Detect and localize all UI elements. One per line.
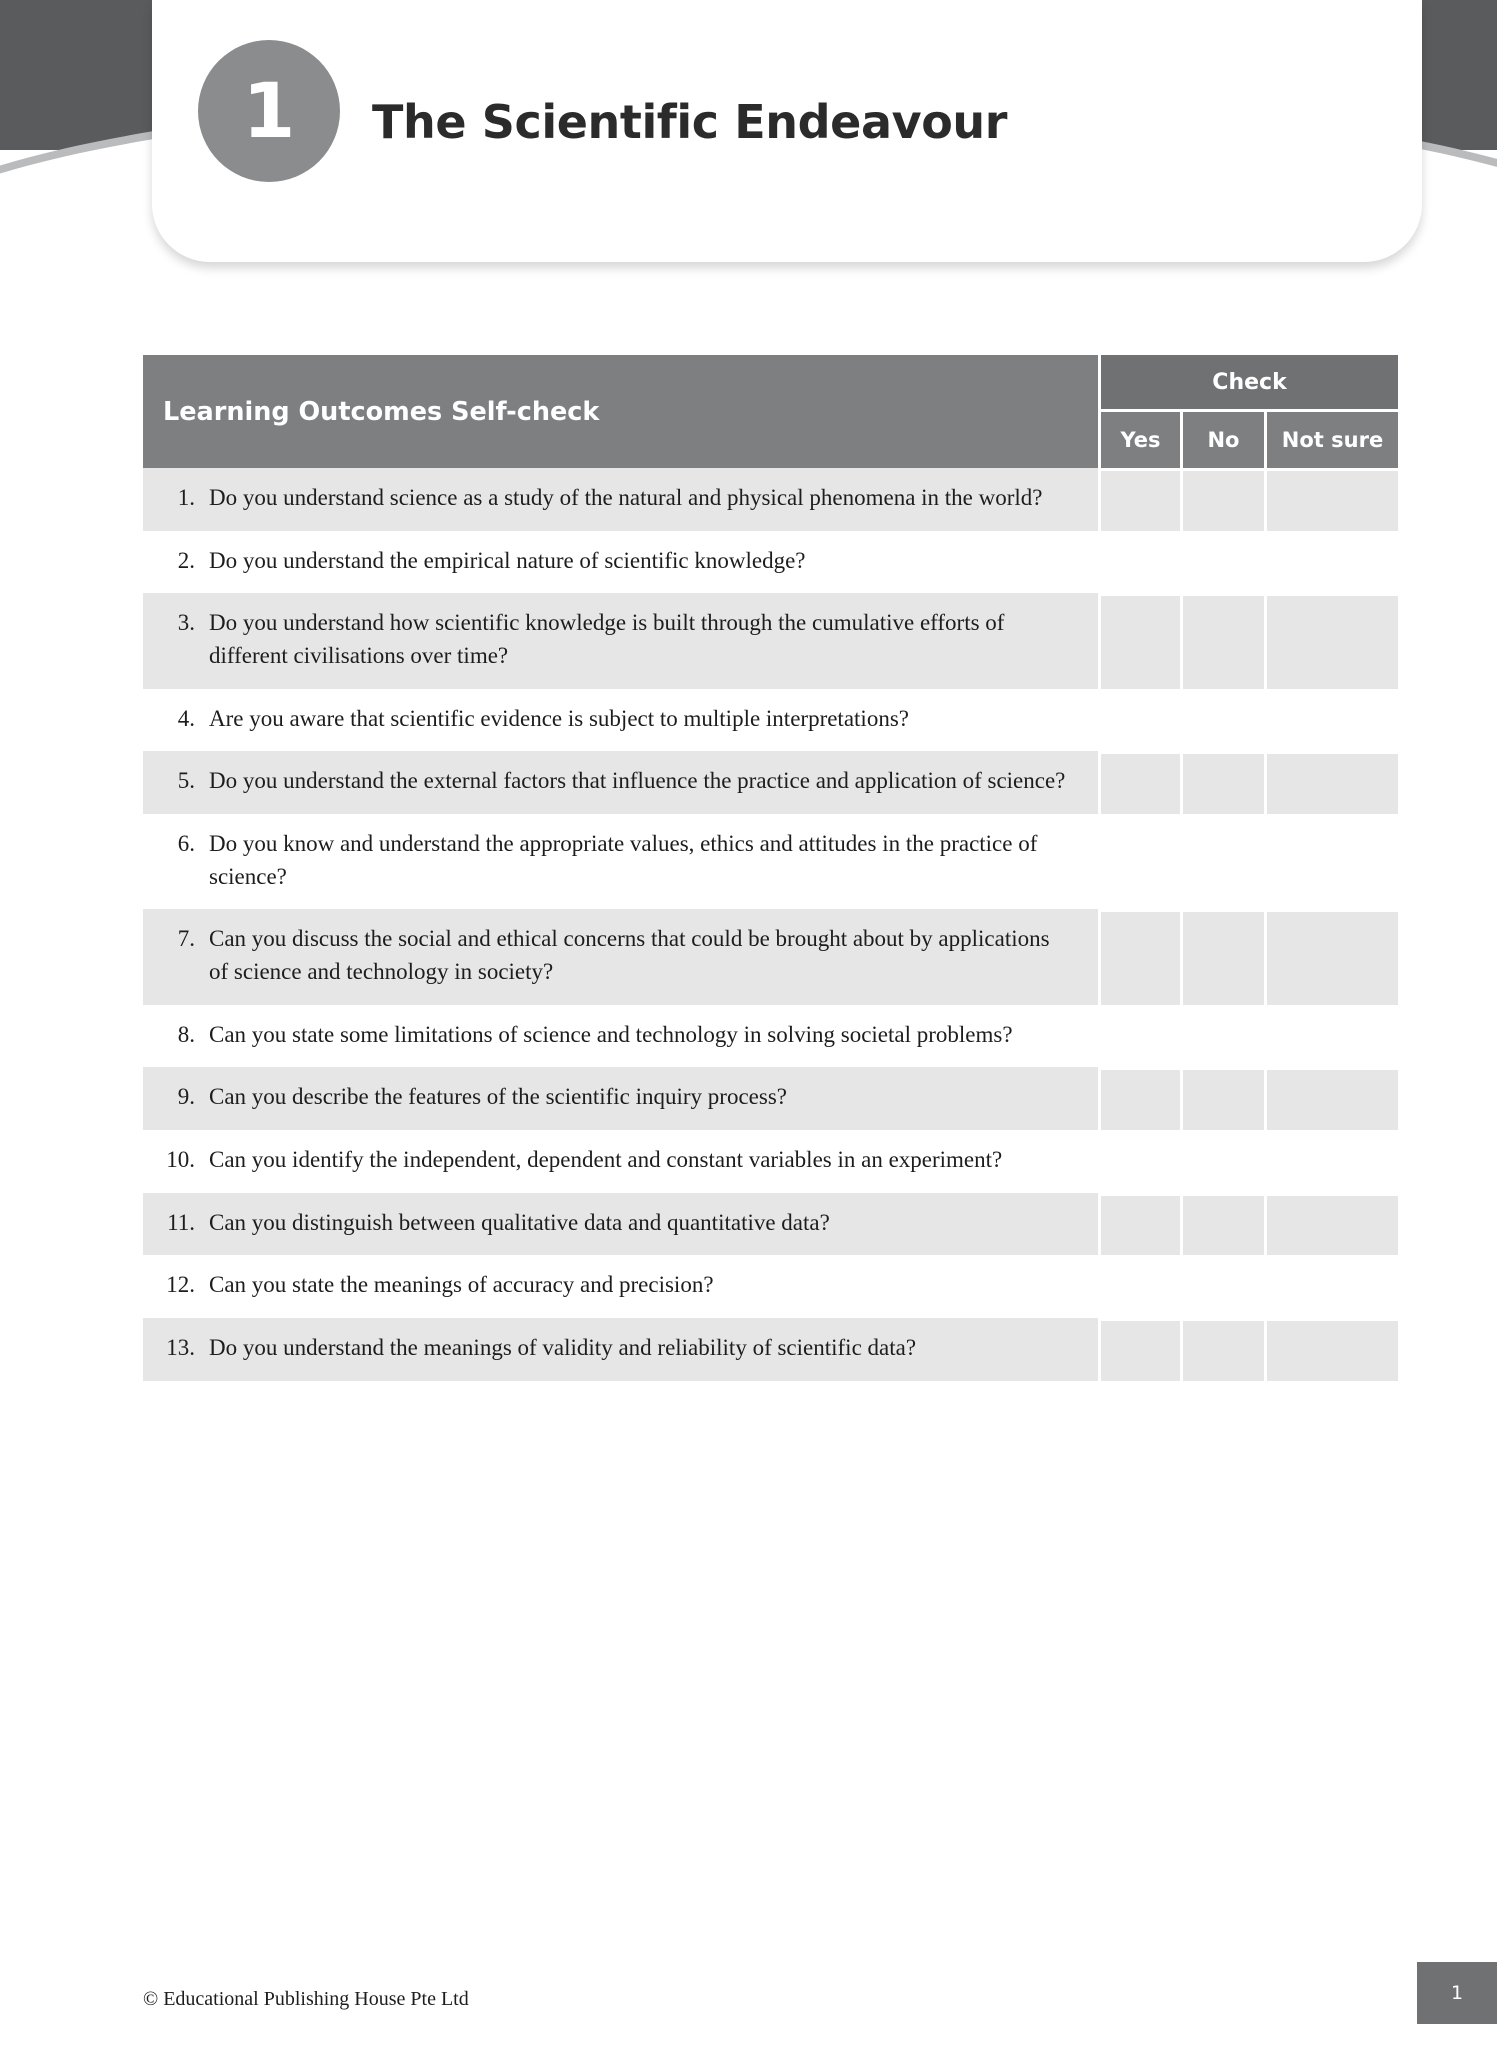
checkbox-cell-no[interactable] <box>1180 1255 1264 1318</box>
question-cell <box>143 814 1098 909</box>
table-row <box>143 468 1398 531</box>
table-row <box>143 909 1398 1004</box>
table-row <box>143 814 1398 909</box>
checkbox-cell-not-sure[interactable] <box>1264 689 1398 752</box>
question-cell <box>143 689 1098 752</box>
checkbox-cell-yes[interactable] <box>1098 593 1180 688</box>
checkbox-cell-yes[interactable] <box>1098 1255 1180 1318</box>
question-text: Are you aware that scientific evidence is subject to multiple interpretations? <box>209 705 909 731</box>
copyright-notice: © Educational Publishing House Pte Ltd <box>143 1988 469 2010</box>
question-text: Do you understand the meanings of validity and reliability of scientific data? <box>209 1334 917 1360</box>
table-body <box>143 468 1398 1381</box>
question-cell <box>143 531 1098 594</box>
question-text: Can you describe the features of the scientific inquiry process? <box>209 1084 787 1110</box>
checkbox-cell-no[interactable] <box>1180 909 1264 1004</box>
question-cell <box>143 593 1098 688</box>
checkbox-cell-yes[interactable] <box>1098 909 1180 1004</box>
question-number: 9. <box>177 1084 195 1110</box>
chapter-number-badge: 1 <box>198 40 340 182</box>
column-header-no: No <box>1180 409 1264 468</box>
question-text: Can you state the meanings of accuracy and precision? <box>209 1272 714 1298</box>
question-text: Do you understand how scientific knowledge is built through the cumulative efforts of different civilisations over time? <box>209 610 1005 668</box>
question-cell <box>143 1193 1098 1256</box>
table-row <box>143 531 1398 594</box>
checkbox-cell-no[interactable] <box>1180 1067 1264 1130</box>
checkbox-cell-not-sure[interactable] <box>1264 468 1398 531</box>
question-number: 10. <box>166 1146 195 1172</box>
question-cell <box>143 468 1098 531</box>
checkbox-cell-not-sure[interactable] <box>1264 593 1398 688</box>
question-text: Do you know and understand the appropriate values, ethics and attitudes in the practice of science? <box>209 830 1038 889</box>
column-header-not-sure: Not sure <box>1264 409 1398 468</box>
checkbox-cell-no[interactable] <box>1180 689 1264 752</box>
checkbox-cell-no[interactable] <box>1180 1193 1264 1256</box>
question-number: 8. <box>177 1021 195 1047</box>
question-text: Do you understand science as a study of the natural and physical phenomena in the world? <box>209 485 1043 510</box>
question-number: 5. <box>177 768 195 794</box>
checkbox-cell-no[interactable] <box>1180 1130 1264 1193</box>
table-row <box>143 593 1398 688</box>
question-number: 4. <box>177 705 195 731</box>
checkbox-cell-yes[interactable] <box>1098 1193 1180 1256</box>
question-text: Do you understand the external factors that influence the practice and application of science? <box>209 768 1066 794</box>
question-cell <box>143 1067 1098 1130</box>
question-number: 3. <box>177 610 195 636</box>
checkbox-cell-no[interactable] <box>1180 593 1264 688</box>
table-row <box>143 689 1398 752</box>
question-cell <box>143 909 1098 1004</box>
table-row <box>143 1005 1398 1068</box>
page-number-tab: 1 <box>1417 1962 1497 2024</box>
question-cell <box>143 1318 1098 1381</box>
question-text: Can you identify the independent, dependent and constant variables in an experiment? <box>209 1146 1003 1172</box>
checkbox-cell-yes[interactable] <box>1098 1005 1180 1068</box>
learning-outcomes-table <box>143 355 1398 1381</box>
checkbox-cell-not-sure[interactable] <box>1264 814 1398 909</box>
checkbox-cell-yes[interactable] <box>1098 531 1180 594</box>
checkbox-cell-yes[interactable] <box>1098 751 1180 814</box>
question-number: 12. <box>166 1272 195 1298</box>
question-number: 11. <box>167 1209 195 1235</box>
checkbox-cell-no[interactable] <box>1180 531 1264 594</box>
table-title: Learning Outcomes Self-check <box>143 355 1098 468</box>
checkbox-cell-yes[interactable] <box>1098 689 1180 752</box>
table-row <box>143 1193 1398 1256</box>
checkbox-cell-not-sure[interactable] <box>1264 751 1398 814</box>
checkbox-cell-not-sure[interactable] <box>1264 1318 1398 1381</box>
checkbox-cell-yes[interactable] <box>1098 1318 1180 1381</box>
checkbox-cell-not-sure[interactable] <box>1264 1005 1398 1068</box>
checkbox-cell-not-sure[interactable] <box>1264 1130 1398 1193</box>
question-number: 2. <box>177 547 195 573</box>
checkbox-cell-not-sure[interactable] <box>1264 1255 1398 1318</box>
question-number: 1. <box>177 485 195 510</box>
table-row <box>143 1255 1398 1318</box>
checkbox-cell-not-sure[interactable] <box>1264 531 1398 594</box>
checkbox-cell-yes[interactable] <box>1098 1130 1180 1193</box>
checkbox-cell-yes[interactable] <box>1098 1067 1180 1130</box>
question-cell <box>143 1255 1098 1318</box>
checkbox-cell-not-sure[interactable] <box>1264 1193 1398 1256</box>
question-number: 7. <box>177 926 195 952</box>
checkbox-cell-no[interactable] <box>1180 751 1264 814</box>
question-cell <box>143 751 1098 814</box>
question-text: Do you understand the empirical nature of scientific knowledge? <box>209 547 806 573</box>
table-row <box>143 751 1398 814</box>
check-group-header: Check <box>1098 355 1398 409</box>
question-cell <box>143 1005 1098 1068</box>
checkbox-cell-yes[interactable] <box>1098 468 1180 531</box>
table-header <box>143 355 1398 468</box>
checkbox-cell-no[interactable] <box>1180 468 1264 531</box>
table-row <box>143 1067 1398 1130</box>
checkbox-cell-not-sure[interactable] <box>1264 909 1398 1004</box>
checkbox-cell-no[interactable] <box>1180 814 1264 909</box>
checkbox-cell-not-sure[interactable] <box>1264 1067 1398 1130</box>
question-text: Can you discuss the social and ethical concerns that could be brought about by applications of science and technology in society? <box>209 926 1050 984</box>
checkbox-cell-no[interactable] <box>1180 1318 1264 1381</box>
question-cell <box>143 1130 1098 1193</box>
table-row <box>143 1130 1398 1193</box>
checkbox-cell-yes[interactable] <box>1098 814 1180 909</box>
page-title: The Scientific Endeavour <box>372 95 1008 149</box>
question-number: 13. <box>166 1334 195 1360</box>
question-text: Can you state some limitations of science and technology in solving societal problems? <box>209 1021 1013 1047</box>
table-row <box>143 1318 1398 1381</box>
checkbox-cell-no[interactable] <box>1180 1005 1264 1068</box>
question-text: Can you distinguish between qualitative data and quantitative data? <box>209 1209 830 1235</box>
column-header-yes: Yes <box>1098 409 1180 468</box>
question-number: 6. <box>177 830 195 856</box>
self-check-table-container <box>143 355 1398 1381</box>
